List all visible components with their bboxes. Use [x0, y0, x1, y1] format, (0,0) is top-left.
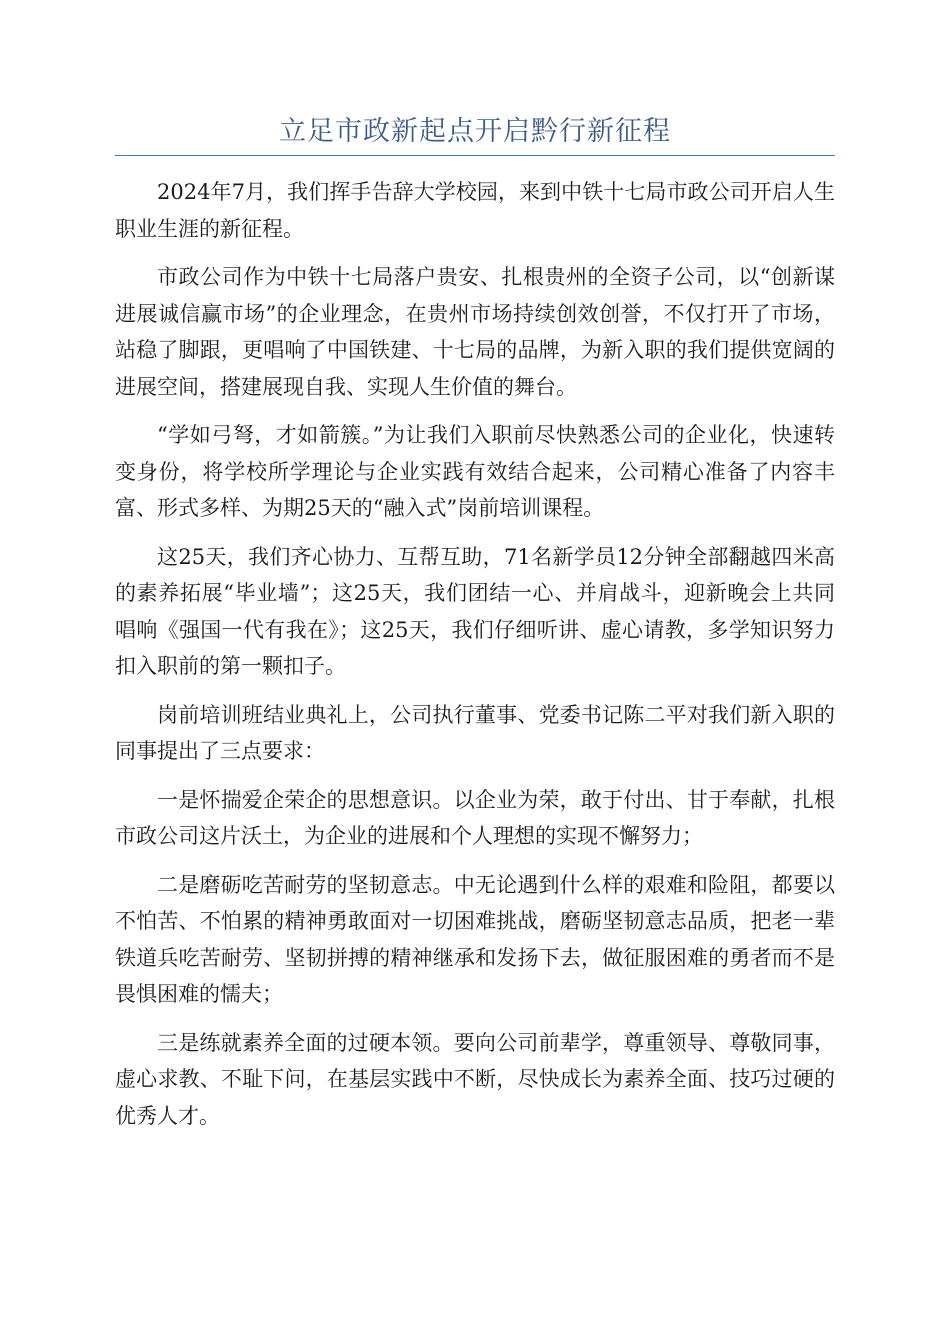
paragraph: 一是怀揣爱企荣企的思想意识。以企业为荣，敢于付出、甘于奉献，扎根市政公司这片沃土，为企业的进展和个人理想的实现不懈努力；: [115, 787, 835, 848]
paragraph: “学如弓弩，才如箭簇。”为让我们入职前尽快熟悉公司的企业化，快速转变身份，将学校所学理论与企业实践有效结合起来，公司精心准备了内容丰富、形式多样、为期25天的“融入式”岗前培训课程。: [115, 423, 835, 520]
document-title: 立足市政新起点开启黔行新征程: [279, 116, 671, 147]
paragraph: 这25天，我们齐心协力、互帮互助，71名新学员12分钟全部翻越四米高的素养拓展“毕业墙”；这25天，我们团结一心、并肩战斗，迎新晚会上共同唱响《强国一代有我在》；这25天，我们仔细听讲、虚心请教，多学知识努力扣入职前的第一颗扣子。: [115, 544, 835, 678]
paragraph: 市政公司作为中铁十七局落户贵安、扎根贵州的全资子公司，以“创新谋进展诚信赢市场”的企业理念，在贵州市场持续创效创誉，不仅打开了市场，站稳了脚跟，更唱响了中国铁建、十七局的品牌，为新入职的我们提供宽阔的进展空间，搭建展现自我、实现人生价值的舞台。: [115, 265, 835, 399]
paragraph: 岗前培训班结业典礼上，公司执行董事、党委书记陈二平对我们新入职的同事提出了三点要求：: [115, 702, 835, 763]
paragraph: 二是磨砺吃苦耐劳的坚韧意志。中无论遇到什么样的艰难和险阻，都要以不怕苦、不怕累的精神勇敢面对一切困难挑战，磨砺坚韧意志品质，把老一辈铁道兵吃苦耐劳、坚韧拼搏的精神继承和发扬下去，做征服困难的勇者而不是畏惧困难的懦夫；: [115, 872, 835, 1006]
title-underline: [115, 155, 835, 156]
paragraph: 三是练就素养全面的过硬本领。要向公司前辈学，尊重领导、尊敬同事，虚心求教、不耻下问，在基层实践中不断，尽快成长为素养全面、技巧过硬的优秀人才。: [115, 1030, 835, 1128]
document-body: [115, 174, 835, 1146]
paragraph: 2024年7月，我们挥手告辞大学校园，来到中铁十七局市政公司开启人生职业生涯的新征程。: [115, 180, 835, 241]
